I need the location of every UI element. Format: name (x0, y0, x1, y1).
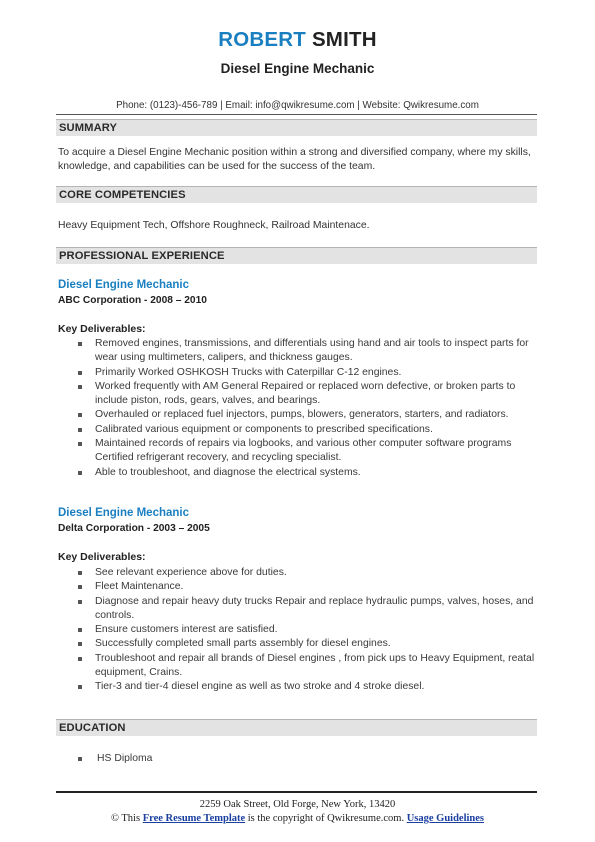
footer-address: 2259 Oak Street, Old Forge, New York, 13420 (199, 799, 396, 810)
list-item: Maintained records of repairs via logbooks, and various other computer software programs Certified refrigerant recovery, and recycling specialist. (78, 437, 538, 466)
list-item: Worked frequently with AM General Repaired or replaced worn defective, or broken parts to include piston, rods, gears, valves, and bearings. (78, 380, 538, 409)
job-company: ABC Corporation - 2008 – 2010 (58, 295, 207, 306)
deliverables-label: Key Deliverables: (58, 551, 146, 563)
list-item: Fleet Maintenance. (78, 580, 538, 594)
usage-guidelines-link[interactable]: Usage Guidelines (406, 813, 485, 824)
job-company: Delta Corporation - 2003 – 2005 (58, 523, 210, 534)
education-heading: EDUCATION (59, 722, 126, 734)
list-item: Overhauled or replaced fuel injectors, pumps, blowers, generators, starters, and radiators. (78, 408, 538, 422)
list-item: Ensure customers interest are satisfied. (78, 623, 538, 637)
experience-heading: PROFESSIONAL EXPERIENCE (59, 250, 225, 262)
list-item: HS Diploma (78, 752, 538, 766)
candidate-name (0, 28, 595, 52)
header-divider (56, 114, 537, 115)
first-name: ROBERT (218, 28, 307, 51)
copyright-prefix: © This (110, 813, 141, 824)
job-title: Diesel Engine Mechanic (58, 279, 190, 291)
job-bullets (78, 566, 538, 695)
contact-line: Phone: (0123)-456-789 | Email: info@qwikresume.com | Website: Qwikresume.com (116, 100, 479, 111)
education-heading-bar (56, 719, 537, 736)
list-item: Successfully completed small parts assembly for diesel engines. (78, 637, 538, 651)
summary-text: To acquire a Diesel Engine Mechanic position within a strong and diversified company, where my skills, knowledge, and capabilities can be used for the success of the team. (58, 147, 531, 172)
experience-heading-bar (56, 247, 537, 264)
list-item: Able to troubleshoot, and diagnose the electrical systems. (78, 466, 538, 480)
footer-divider (56, 791, 537, 793)
job-title: Diesel Engine Mechanic (58, 507, 190, 519)
deliverables-label: Key Deliverables: (58, 323, 146, 335)
list-item: Tier-3 and tier-4 diesel engine as well as two stroke and 4 stroke diesel. (78, 680, 538, 694)
competencies-heading-bar (56, 186, 537, 203)
competencies-text: Heavy Equipment Tech, Offshore Roughneck, Railroad Maintenace. (58, 220, 370, 231)
education-list (78, 752, 538, 766)
list-item: Diagnose and repair heavy duty trucks Repair and replace hydraulic pumps, valves, hoses, and controls. (78, 595, 538, 624)
competencies-heading: CORE COMPETENCIES (59, 189, 186, 201)
resume-title: Diesel Engine Mechanic (220, 61, 375, 76)
summary-heading: SUMMARY (59, 122, 118, 134)
free-resume-template-link[interactable]: Free Resume Template (142, 813, 246, 824)
list-item: Removed engines, transmissions, and differentials using hand and air tools to inspect parts for wear using multimeters, calipers, and thickness gauges. (78, 337, 538, 366)
last-name: SMITH (311, 28, 377, 51)
list-item: Troubleshoot and repair all brands of Diesel engines , from pick ups to Heavy Equipment, reatal equipment, Crains. (78, 652, 538, 681)
copyright-middle: is the copyright of Qwikresume.com. (247, 813, 405, 824)
list-item: Primarily Worked OSHKOSH Trucks with Caterpillar C-12 engines. (78, 366, 538, 380)
list-item: Calibrated various equipment or components to prescribed specifications. (78, 423, 538, 437)
footer-copyright (0, 813, 595, 824)
summary-heading-bar (56, 119, 537, 136)
list-item: See relevant experience above for duties. (78, 566, 538, 580)
job-bullets (78, 337, 538, 480)
